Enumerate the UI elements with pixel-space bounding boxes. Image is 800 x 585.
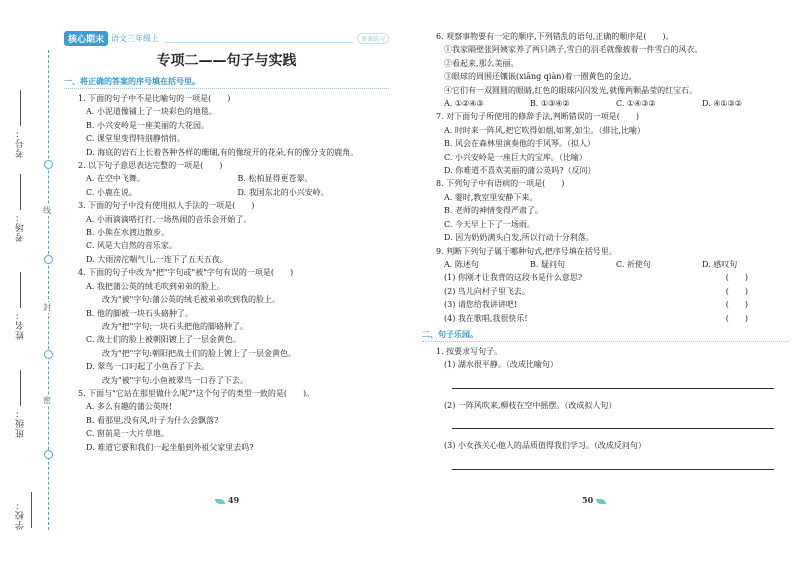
left-column [64,30,389,454]
answer-option[interactable]: A. 多么有趣的蒲公英呀! [86,402,173,412]
punch-hole [44,160,53,169]
answer-choice[interactable]: B. 疑问句 [530,259,565,269]
binding-margin [12,40,54,530]
page-number-right [582,495,609,505]
rewrite-prompt: (1) 湖水很平静。（改成比喻句） [444,360,558,370]
answer-option[interactable]: D. 海底的岩石上长着各种各样的珊瑚,有的像绽开的花朵,有的像分支的鹿角。 [86,147,359,157]
answer-option[interactable]: D. 我国东北的小兴安岭。 [237,187,329,197]
rewrite-prompt: (3) 小女孩关心他人的品质值得我们学习。（改成反问句） [444,441,646,451]
question-list [422,30,788,325]
answer-option[interactable]: 改为"被"字句:蒲公英的绒毛被弟弟吹到我的脸上。 [102,295,281,305]
header-tag: 课课练习 [357,33,389,44]
brand-header [64,30,389,46]
answer-option: ②看起来,那么美丽。 [444,58,519,68]
option-row [86,172,389,185]
answer-choice[interactable]: D. 感叹句 [702,259,738,269]
question-stem: 4. 下面的句子中改为"把"字句或"被"字句有误的一项是( ) [78,268,294,278]
judge-sentence: (1) 你刚才让我背的这段书是什么意思? [444,273,583,283]
option-row [86,186,389,199]
answer-option[interactable]: C. 小兴安岭是一座巨大的宝库。（比喻） [444,152,587,162]
question-stem: 2. 以下句子意思表达完整的一项是( ) [78,161,223,171]
answer-choice[interactable]: B. ①③④② [530,99,570,109]
answer-option[interactable]: B. 看那里,没有风,叶子为什么会飘落? [86,415,219,425]
question-list [64,92,389,454]
page-number: 49 [228,495,240,505]
punch-hole [44,255,53,264]
question-stem: 9. 判断下列句子属于哪种句式,把序号填在括号里。 [436,246,617,256]
right-column [422,30,788,480]
question-stem: 1. 下面的句子中不是比喻句的一项是( ) [78,94,231,103]
punch-hole [44,450,53,459]
field-label: 班级： [16,408,26,438]
answer-option[interactable]: D. 大雨滂沱喘气儿,一连下了五天五夜。 [86,254,228,264]
answer-option[interactable]: A. 霎时,教室里安静下来。 [444,192,538,202]
brand-logo: 核心期末 [64,31,108,46]
question-stem: 7. 对下面句子所使用的修辞手法,判断错误的一项是( ) [436,112,639,122]
section-heading: 一、将正确的答案的序号填在括号里。 [64,76,389,89]
name-field[interactable] [14,272,44,340]
punch-hole [44,350,53,359]
choice-row [444,97,788,110]
class-field[interactable] [14,370,44,438]
answer-option[interactable]: 改为"把"字句:一块石头把他的脚硌肿了。 [102,321,249,331]
answer-choice[interactable]: C. ①④③② [616,99,656,109]
answer-choice[interactable]: D. ④①③② [702,99,742,109]
judge-item [444,312,788,325]
answer-option[interactable]: A. 在空中飞舞。 [86,174,145,184]
answer-blank[interactable]: ( ) [725,286,748,296]
field-label: 学校： [16,500,26,530]
answer-choice[interactable]: C. 祈使句 [616,259,651,269]
judge-item [444,285,788,298]
answer-option[interactable]: D. 难道它要和我们一起坐船到外祖父家里去吗? [86,442,254,452]
exam-room-field[interactable] [14,174,44,242]
answer-option[interactable]: C. 小鹿在说。 [86,187,137,197]
question-stem: 1. 按要求写句子。 [436,346,503,356]
question-stem: 6. 观察事物要有一定的顺序,下列错乱的语句,正确的顺序是( )。 [436,32,674,41]
answer-option[interactable]: 改为"被"字句:小鱼被翠鸟一口吞了下去。 [102,375,249,385]
answer-option[interactable]: C. 窗前是一大片草地。 [86,429,169,439]
worksheet-page [12,30,788,530]
answer-line[interactable] [452,378,774,389]
page-number-left [212,495,239,505]
judge-item [444,298,788,311]
header-rule [165,34,353,43]
answer-option[interactable]: B. 老师的神情变得严肃了。 [444,206,543,216]
answer-option[interactable]: C. 课堂里变得特别静悄悄。 [86,134,185,144]
judge-sentence: (3) 请您给我讲讲吧! [444,300,518,310]
answer-option[interactable]: C. 风是大自然的音乐家。 [86,241,177,251]
answer-option[interactable]: B. 风会在森林里演奏他的手风琴。（拟人） [444,139,595,149]
exam-number-field[interactable] [14,90,44,158]
field-label: 考场： [16,212,26,242]
answer-option[interactable]: C. 战士们的脸上被朝阳镀上了一层金黄色。 [86,335,241,345]
answer-option[interactable]: D. 你难道不喜欢美丽的蒲公英吗?（反问） [444,166,596,176]
answer-option[interactable]: A. 小泥道像铺上了一块彩色的地毯。 [86,107,217,117]
answer-option[interactable]: A. 小雨滴滴嗒打打,一场热闹的音乐会开始了。 [86,214,252,224]
grade-label: 语文三年级上 [111,33,160,43]
seal-mark: 线 [43,206,51,215]
page-number: 50 [582,495,594,505]
judge-item [444,271,788,284]
answer-option[interactable]: C. 今天早上下了一场雨。 [444,219,535,229]
answer-line[interactable] [452,459,774,470]
school-field[interactable] [14,468,44,530]
answer-option: ④它们有一双圆圆的眼睛,红色的眼球闪闪发光,就像两颗晶莹的红宝石。 [444,85,698,95]
answer-blank[interactable]: ( ) [725,313,748,323]
answer-option[interactable]: B. 他的脚被一块石头硌肿了。 [86,308,193,318]
answer-option[interactable]: D. 因为奶奶满头白发,所以行动十分利落。 [444,233,594,243]
choice-row [444,258,788,271]
answer-line[interactable] [452,418,774,429]
field-label: 考号： [16,128,26,158]
judge-sentence: (2) 鸟儿向村子里飞去。 [444,286,530,296]
rewrite-prompt: (2) 一阵风吹来,柳枝在空中摇摆。（改成拟人句） [444,400,617,410]
answer-choice[interactable]: A. 陈述句 [444,259,479,269]
answer-option[interactable]: 改为"把"字句:朝阳把战士们的脸上镀上了一层金黄色。 [102,348,297,358]
answer-option[interactable]: A. 时时来一阵风,把它吹得如烟,如雾,如尘。（排比,比喻） [444,125,646,135]
page-title: 专项二——句子与实践 [156,53,297,69]
answer-option: ①我家隔壁张阿姨家养了两只鸽子,雪白的羽毛就像披着一件雪白的风衣。 [444,45,703,55]
answer-option[interactable]: D. 翠鸟一口叼起了小鱼吞了下去。 [86,362,210,372]
answer-choice[interactable]: A. ①②④③ [444,99,484,109]
answer-blank[interactable]: ( ) [725,300,748,310]
answer-option[interactable]: B. 小熊在水渡边散步。 [86,228,169,238]
seal-mark: 密 [43,396,51,405]
question-stem: 5. 下面与"它站在那里做什么呢?"这个句子的类型一致的是( )。 [78,388,315,398]
answer-option: ③眼球的周围还镶嵌(xiāng qiàn)着一圈黄色的金边。 [444,72,637,82]
question-stem: 8. 下列句子中有语病的一项是( ) [436,179,565,189]
answer-blank[interactable]: ( ) [725,273,748,283]
seal-mark: 封 [43,303,51,312]
section-heading: 二、句子乐园。 [422,329,788,342]
answer-option[interactable]: A. 我把蒲公英的绒毛吹到弟弟的脸上。 [86,281,225,291]
field-label: 姓名： [16,310,26,340]
question-stem: 3. 下面的句子中没有使用拟人手法的一项是( ) [78,201,255,211]
answer-option[interactable]: B. 松柏显得更苍翠。 [237,174,313,184]
answer-option[interactable]: B. 小兴安岭是一座美丽的大花园。 [86,120,209,130]
judge-sentence: (4) 我在歌唱,我很快乐! [444,313,528,323]
